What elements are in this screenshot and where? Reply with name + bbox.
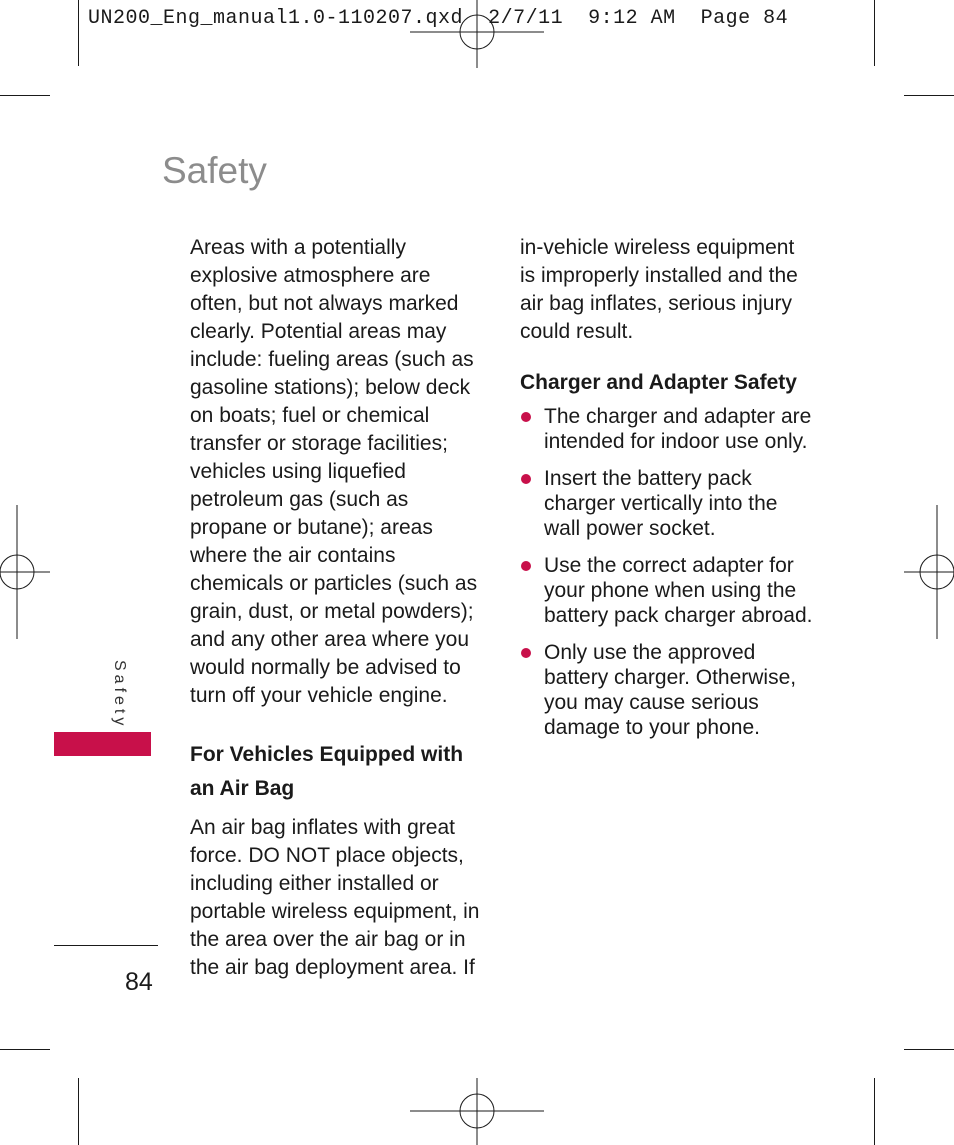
list-item: Only use the approved battery charger. Otherwise, you may cause serious damage to your phone. bbox=[520, 640, 815, 740]
page-number: 84 bbox=[125, 968, 153, 996]
bullet-dot-icon bbox=[521, 412, 531, 422]
registration-mark-icon bbox=[410, 0, 544, 68]
crop-mark bbox=[904, 95, 954, 96]
side-tab-label: Safety bbox=[111, 660, 128, 730]
airbag-continued-paragraph: in-vehicle wireless equipment is improperly installed and the air bag inflates, serious injury could result. bbox=[520, 236, 798, 343]
side-tab-bar bbox=[54, 732, 151, 756]
charger-bullet-list bbox=[520, 404, 815, 740]
left-column bbox=[190, 234, 485, 982]
print-slug-line: UN200_Eng_manual1.0-110207.qxd 2/7/11 9:12 AM Page 84 bbox=[88, 7, 789, 30]
list-item: Insert the battery pack charger vertically into the wall power socket. bbox=[520, 466, 815, 541]
crop-mark bbox=[78, 0, 79, 66]
crop-mark bbox=[904, 1049, 954, 1050]
list-item: The charger and adapter are intended for indoor use only. bbox=[520, 404, 815, 454]
page-title: Safety bbox=[162, 150, 267, 191]
bullet-dot-icon bbox=[521, 648, 531, 658]
crop-mark bbox=[0, 1049, 50, 1050]
airbag-paragraph: An air bag inflates with great force. DO NOT place objects, including either installed or portable wireless equipment, in the area over the air bag or in the air bag deployment area. If bbox=[190, 816, 480, 979]
airbag-heading: For Vehicles Equipped with an Air Bag bbox=[190, 743, 464, 800]
footer-rule bbox=[54, 945, 158, 946]
registration-mark-icon bbox=[904, 505, 954, 639]
bullet-dot-icon bbox=[521, 474, 531, 484]
crop-mark bbox=[874, 0, 875, 66]
bullet-dot-icon bbox=[521, 561, 531, 571]
charger-heading: Charger and Adapter Safety bbox=[520, 371, 797, 394]
registration-mark-icon bbox=[0, 505, 50, 639]
crop-mark bbox=[874, 1078, 875, 1145]
list-item: Use the correct adapter for your phone when using the battery pack charger abroad. bbox=[520, 553, 815, 628]
crop-mark bbox=[78, 1078, 79, 1145]
right-column bbox=[520, 234, 815, 752]
registration-mark-icon bbox=[410, 1078, 544, 1145]
crop-mark bbox=[0, 95, 50, 96]
explosive-areas-paragraph: Areas with a potentially explosive atmosphere are often, but not always marked clearly. Potential areas may include: fueling areas (such as gasoline stations); below deck on boats; fuel or chemical transfer or storage facilities; vehicles using liquefied petroleum gas (such as propane or butane); areas where the air contains chemicals or particles (such as grain, dust, or metal powders); and any other area where you would normally be advised to turn off your vehicle engine. bbox=[190, 236, 478, 707]
